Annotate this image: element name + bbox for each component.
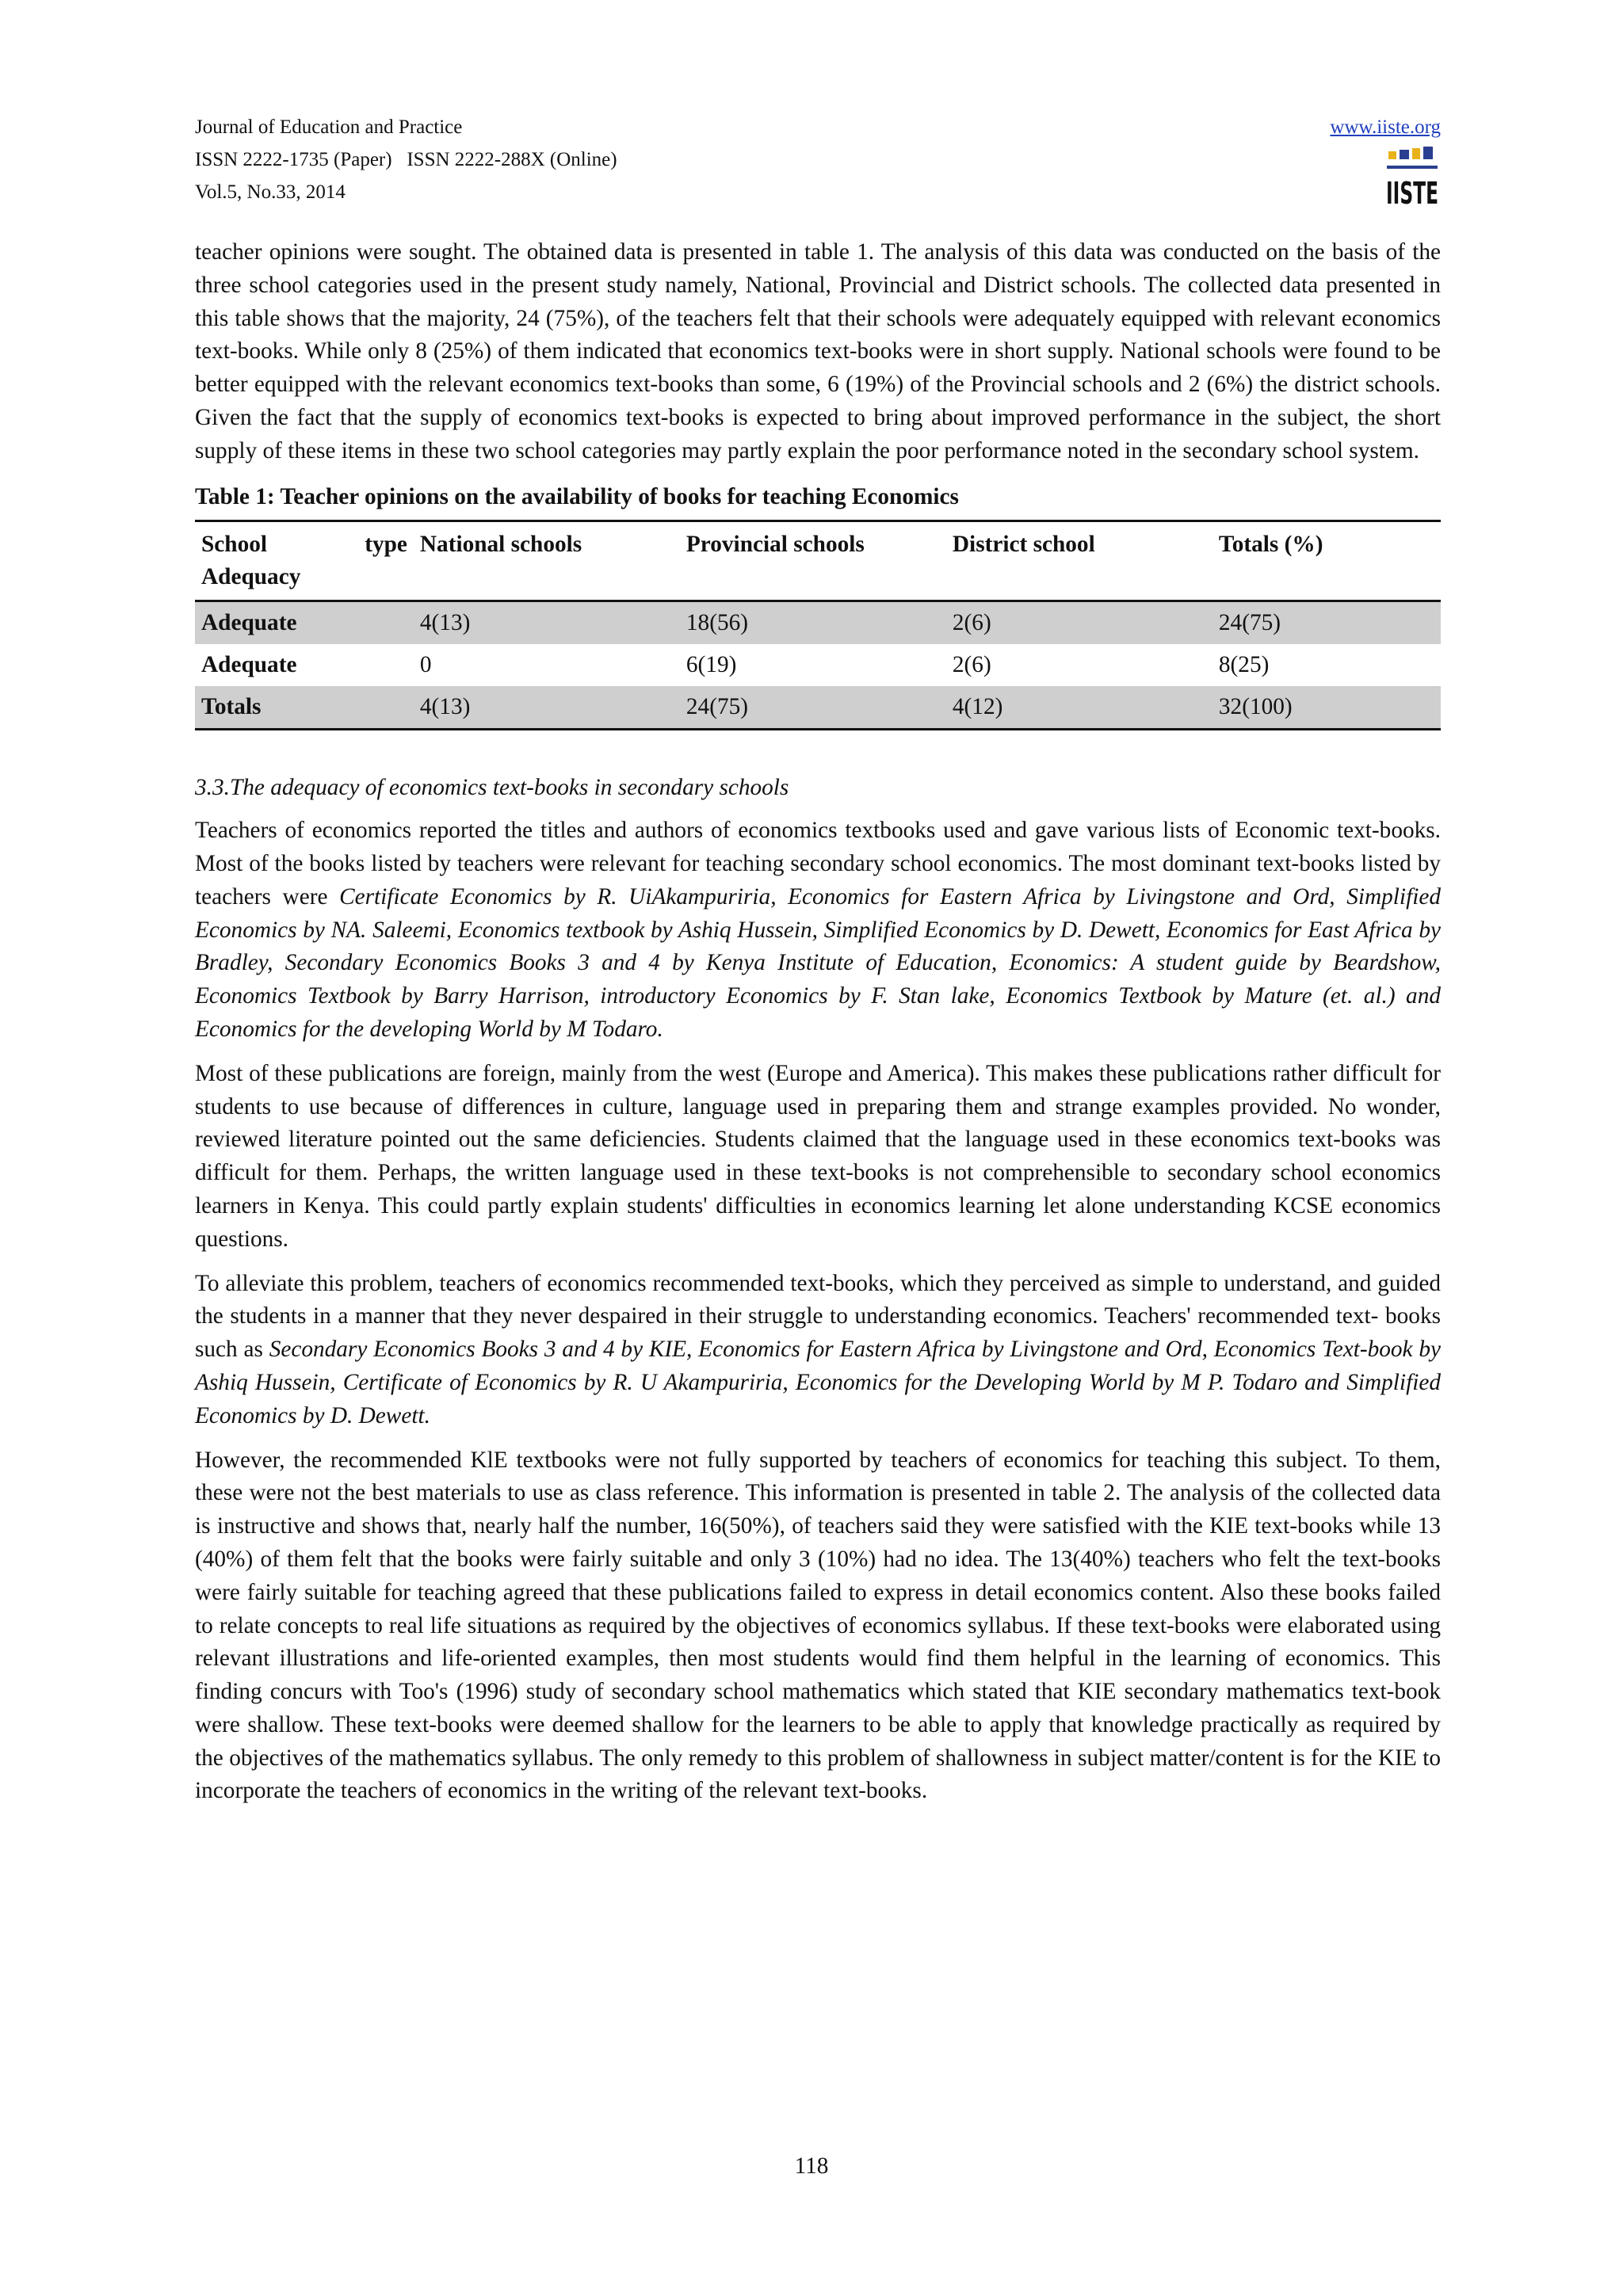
table-1-caption: Table 1: Teacher opinions on the availability of books for teaching Economics	[195, 483, 959, 509]
table-cell: 4(13)	[414, 686, 680, 730]
page-number: 118	[794, 2153, 829, 2179]
section-heading: 3.3.The adequacy of economics text-books in secondary schools	[195, 775, 789, 801]
paragraph-4-book-list: Secondary Economics Books 3 and 4 by KIE, Economics for Eastern Africa by Livingstone and Ord, Economics Text-book by Ashiq Hussein, Certificate of Economics by R. U Akampuriria, Economics for the Developing World by M P. Todaro and Simplified Economics by D. Dewett.	[195, 1337, 1441, 1428]
journal-name: Journal of Education and Practice	[195, 116, 463, 138]
table-cell: 2(6)	[946, 601, 1212, 645]
journal-url-link[interactable]: www.iiste.org	[1330, 116, 1441, 138]
row-label: Adequate	[201, 652, 297, 678]
iiste-logo	[1384, 147, 1441, 211]
table-cell: 0	[419, 652, 432, 678]
paragraph-2	[195, 814, 1441, 1047]
table-row	[195, 601, 1441, 645]
table-header-adequacy: Adequacy	[201, 564, 301, 590]
table-cell: 8(25)	[1218, 652, 1270, 678]
table-cell: 4(12)	[946, 686, 1212, 730]
table-1	[195, 520, 1441, 730]
paragraph-2-book-list: Certificate Economics by R. UiAkampuriria, Economics for Eastern Africa by Livingstone and Ord, Simplified Economics by NA. Saleemi, Economics textbook by Ashiq Hussein, Simplified Economics by D. Dewett, Economics for East Africa by Bradley, Secondary Economics Books 3 and 4 by Kenya Institute of Education, Economics: A student guide by Beardshow, Economics Textbook by Barry Harrison, introductory Economics by F. Stan lake, Economics Textbook by Mature (et. al.) and Economics for the developing World by M Todaro.	[195, 883, 1441, 1042]
paragraph-2-text: Teachers of economics reported the titles and authors of economics textbooks used and gave various lists of Economic text-books. Most of the books listed by teachers were relevant for teaching secondary school economics. The most dominant text-books listed by teachers were	[195, 818, 1441, 910]
paragraph-5: However, the recommended KlE textbooks were not fully supported by teachers of economics for teaching this subject. To them, these were not the best materials to use as class reference. This information is presented in table 2. The analysis of the collected data is instructive and shows that, nearly half the number, 16(50%), of teachers said they were satisfied with the KIE text-books while 13 (40%) of them felt that the books were fairly suitable and only 3 (10%) had no idea. The 13(40%) teachers who felt the text-books were fairly suitable for teaching agreed that these publications failed to express in detail economics content. Also these books failed to relate concepts to real life situations as required by the objectives of economics syllabus. If these text-books were elaborated using relevant illustrations and life-oriented examples, then most students would find them helpful in the learning of economics. This finding concurs with Too's (1996) study of secondary school mathematics which stated that KIE secondary mathematics text-book were shallow. These text-books were deemed shallow for the learners to be able to apply that knowledge practically as required by the objectives of the mathematics syllabus. The only remedy to this problem of shallowness in subject matter/content is for the KIE to incorporate the teachers of economics in the writing of the relevant text-books.	[195, 1447, 1441, 1804]
table-row	[195, 686, 1441, 730]
table-cell: 32(100)	[1212, 686, 1441, 730]
paragraph-4-text: To alleviate this problem, teachers of economics recommended text-books, which they perceived as simple to understand, and guided the students in a manner that they never despaired in their struggle to understanding economics. Teachers' recommended text- books such as	[195, 1270, 1441, 1363]
page-body	[195, 236, 1441, 1819]
page-header	[195, 111, 1441, 211]
table-header-type: type	[365, 532, 407, 558]
table-header-school: School	[201, 532, 268, 558]
table-cell: 2(6)	[952, 652, 991, 678]
table-cell: 4(13)	[414, 601, 680, 645]
table-cell: 18(56)	[680, 601, 946, 645]
table-header-national: National schools	[414, 521, 680, 601]
table-cell: 24(75)	[1212, 601, 1441, 645]
paragraph-3: Most of these publications are foreign, mainly from the west (Europe and America). This makes these publications rather difficult for students to use because of differences in culture, language used in preparing them and strange examples provided. No wonder, reviewed literature pointed out the same deficiencies. Students claimed that the language used in these economics text-books was difficult for them. Perhaps, the written language used in these text-books is not comprehensible to secondary school economics learners in Kenya. This could partly explain students' difficulties in economics learning let alone understanding KCSE economics questions.	[195, 1060, 1441, 1252]
table-row	[195, 644, 1441, 686]
logo-text: IISTE	[1386, 176, 1438, 211]
row-label: Totals	[195, 686, 414, 730]
paragraph-1: teacher opinions were sought. The obtained data is presented in table 1. The analysis of this data was conducted on the basis of the three school categories used in the present study namely, National, Provincial and District schools. The collected data presented in this table shows that the majority, 24 (75%), of the teachers felt that their schools were adequately equipped with relevant economics text-books. While only 8 (25%) of them indicated that economics text-books were in short supply. National schools were found to be better equipped with the relevant economics text-books than some, 6 (19%) of the Provincial schools and 2 (6%) the district schools. Given the fact that the supply of economics text-books is expected to bring about improved performance in the subject, the short supply of these items in these two school categories may partly explain the poor performance noted in the secondary school system.	[195, 239, 1441, 463]
row-label: Adequate	[195, 601, 414, 645]
table-header-school-type	[195, 521, 414, 601]
paragraph-4	[195, 1268, 1441, 1433]
table-header-provincial: Provincial schools	[680, 521, 946, 601]
volume-line: Vol.5, No.33, 2014	[195, 181, 346, 203]
table-header-totals: Totals (%)	[1212, 521, 1441, 601]
table-header-district: District school	[946, 521, 1212, 601]
table-cell: 6(19)	[685, 652, 737, 678]
issn-line: ISSN 2222-1735 (Paper) ISSN 2222-288X (Online)	[195, 149, 617, 170]
table-cell: 24(75)	[680, 686, 946, 730]
